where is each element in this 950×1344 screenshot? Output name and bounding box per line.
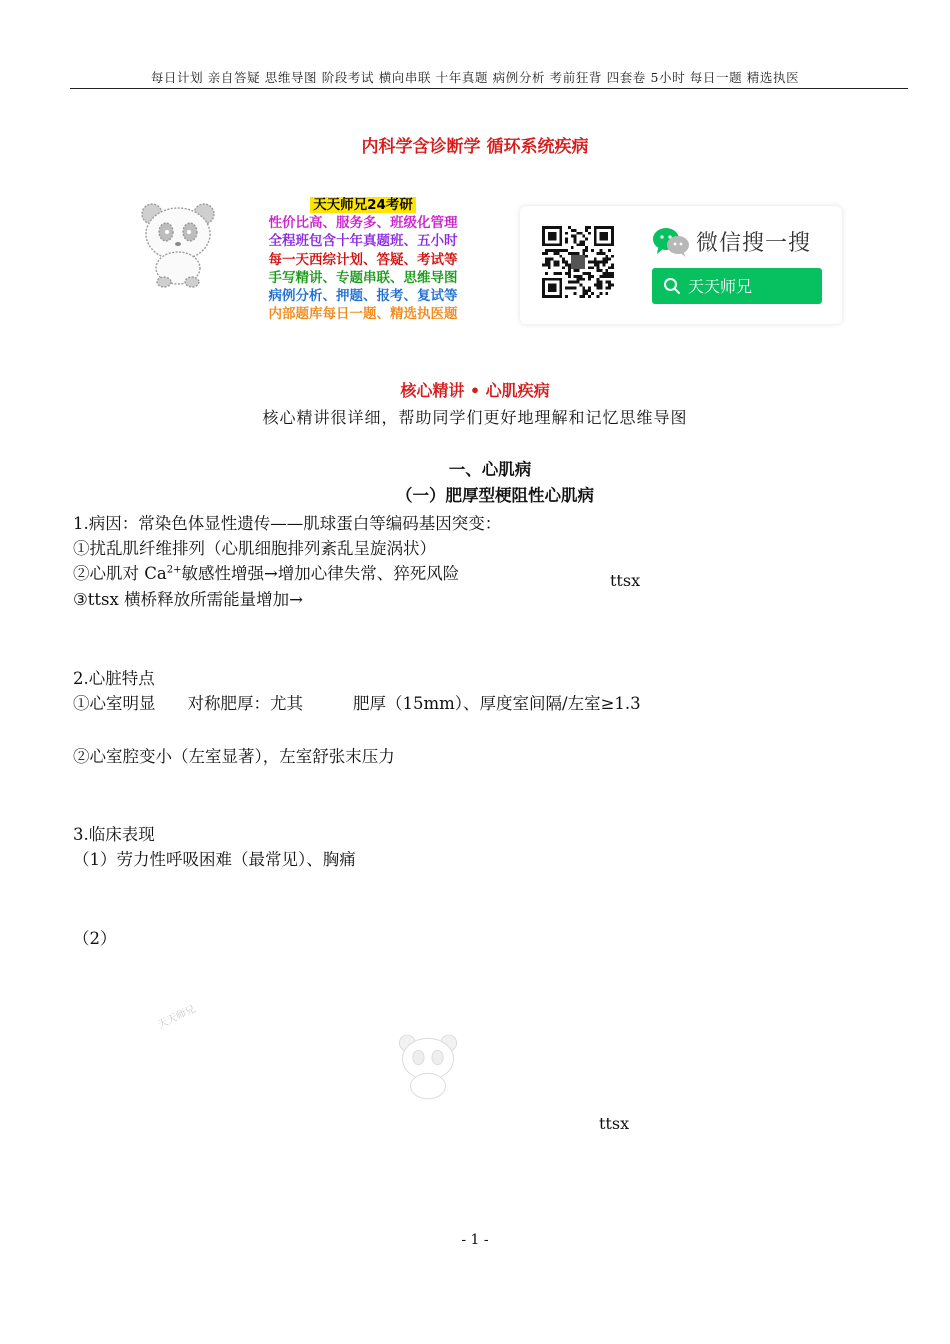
promo-line: 全程班包含十年真题班、五小时 xyxy=(268,233,458,250)
etiology-point-2-a: ②心肌对 Ca xyxy=(73,564,167,583)
promo-line: 内部题库每日一题、精选执医题 xyxy=(268,306,458,323)
page-number: - 1 - xyxy=(461,1232,489,1248)
heart-features-heading: 2.心脏特点 xyxy=(73,669,155,688)
chapter-heading: 一、心肌病 xyxy=(448,460,532,479)
promo-line: 性价比高、服务多、班级化管理 xyxy=(268,215,458,232)
promo-line: 每一天西综计划、答疑、考试等 xyxy=(268,251,458,268)
wechat-search-box[interactable] xyxy=(652,268,822,304)
header-divider xyxy=(70,88,908,89)
etiology-point-1: ①扰乱肌纤维排列（心肌细胞排列紊乱呈旋涡状） xyxy=(73,539,436,558)
etiology-line: 1.病因：常染色体显性遗传——肌球蛋白等编码基因突变： xyxy=(73,514,502,533)
promo-line: 手写精讲、专题串联、思维导图 xyxy=(268,269,458,286)
ttsx-mark: ttsx xyxy=(599,1114,630,1133)
wechat-search-card[interactable] xyxy=(520,206,842,324)
etiology-point-2 xyxy=(73,560,459,584)
core-section-title: 核心精讲 • 心肌疾病 xyxy=(400,381,550,400)
heart-feature-1 xyxy=(73,690,641,714)
etiology-point-3: ③ttsx 横桥释放所需能量增加→ xyxy=(73,590,303,609)
watermark-text: 天天师兄 xyxy=(156,1003,198,1031)
document-title: 内科学含诊断学 循环系统疾病 xyxy=(361,137,589,157)
heart-feature-1-a: ①心室明显 xyxy=(73,694,156,713)
ttsx-mark: ttsx xyxy=(610,571,641,590)
calcium-superscript: 2+ xyxy=(166,564,182,576)
qr-code-icon[interactable] xyxy=(542,226,614,298)
watermark-panda-icon xyxy=(394,1032,462,1102)
heart-feature-1-c: 肥厚（15mm）、厚度室间隔/左室≥1.3 xyxy=(353,694,641,713)
subsection-heading: （一）肥厚型梗阻性心肌病 xyxy=(396,486,594,505)
heart-feature-1-b: 对称肥厚：尤其 xyxy=(187,694,303,713)
promo-line: 病例分析、押题、报考、复试等 xyxy=(268,288,458,305)
etiology-point-2-b: 敏感性增强→增加心律失常、猝死风险 xyxy=(181,564,460,583)
promo-text-block xyxy=(248,196,478,323)
clinical-heading: 3.临床表现 xyxy=(73,825,155,844)
wechat-logo-icon xyxy=(652,226,690,258)
clinical-point-2: （2） xyxy=(73,929,117,948)
wechat-search-label: 微信搜一搜 xyxy=(696,231,812,256)
search-icon xyxy=(662,276,682,296)
heart-feature-2: ②心室腔变小（左室显著），左室舒张末压力 xyxy=(73,747,395,766)
core-section-subtitle: 核心精讲很详细，帮助同学们更好地理解和记忆思维导图 xyxy=(262,408,688,427)
promo-line: 天天师兄24考研 xyxy=(248,196,478,214)
clinical-point-1: （1）劳力性呼吸困难（最常见）、胸痛 xyxy=(73,850,356,869)
panda-mascot-icon xyxy=(136,200,220,288)
wechat-search-query: 天天师兄 xyxy=(688,277,753,296)
header-nav-text: 每日计划 亲自答疑 思维导图 阶段考试 横向串联 十年真题 病例分析 考前狂背 四套卷 5小时 每日一题 精选执医 xyxy=(150,70,800,85)
